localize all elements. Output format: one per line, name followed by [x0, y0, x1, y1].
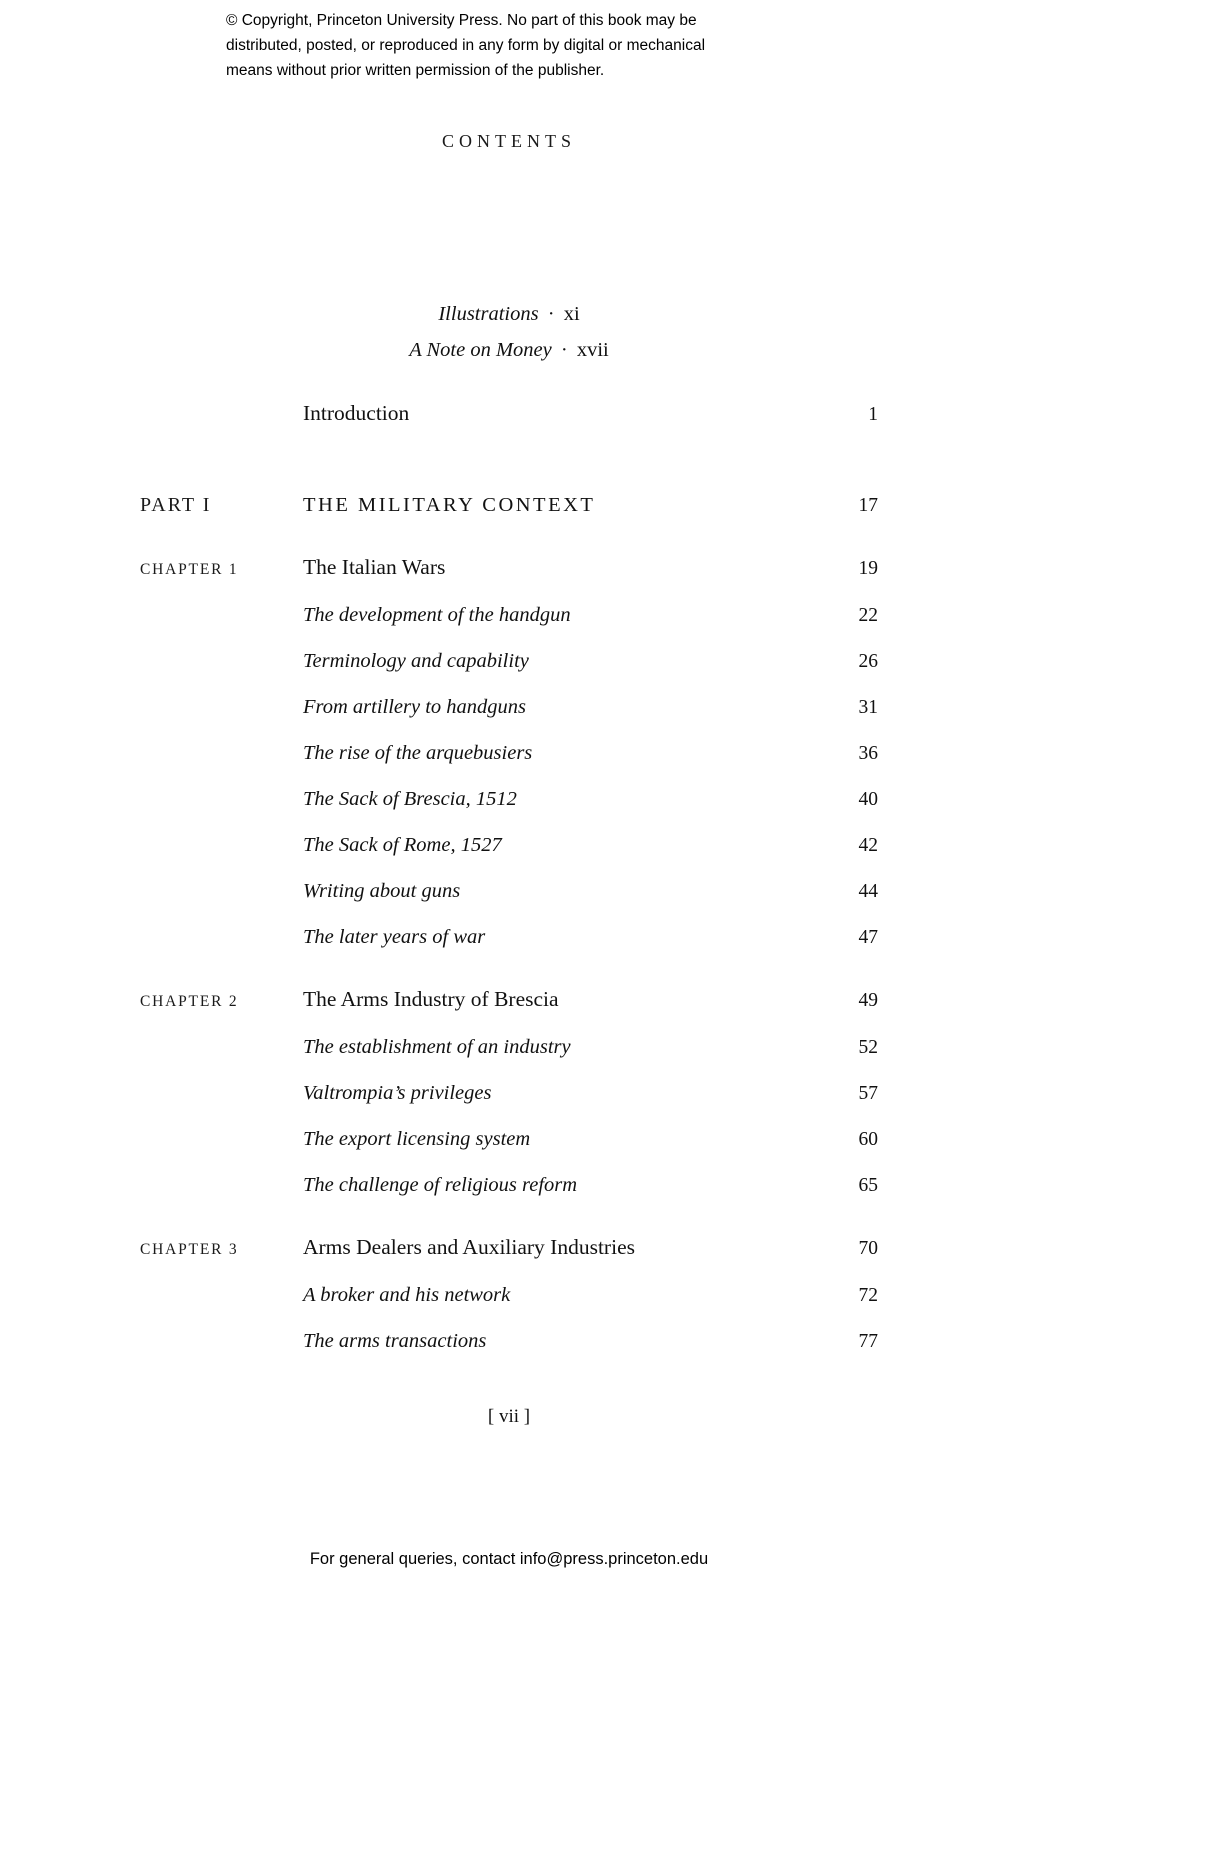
toc-row [140, 832, 878, 859]
toc-page-number: 42 [858, 835, 878, 856]
front-matter-row [140, 296, 878, 332]
toc-page-number: 47 [858, 927, 878, 948]
toc-row [140, 1282, 878, 1309]
toc-row [140, 878, 878, 905]
toc-page-number: 70 [858, 1238, 878, 1259]
toc-page-number: 1 [868, 404, 878, 425]
toc-page-number: 17 [858, 495, 878, 516]
toc-page-number: 57 [858, 1083, 878, 1104]
toc-row [140, 740, 878, 767]
toc-row [140, 554, 878, 583]
toc-page-number: 77 [858, 1331, 878, 1352]
toc-entry-title: Writing about guns [303, 880, 461, 902]
toc-row [140, 648, 878, 675]
toc-entry-title: The export licensing system [303, 1128, 531, 1150]
toc-row [140, 400, 878, 428]
toc-entry-title: From artillery to handguns [303, 696, 527, 718]
toc-page-number: 19 [858, 558, 878, 579]
toc-entry-title: THE MILITARY CONTEXT [303, 494, 596, 516]
toc-entry-title: The challenge of religious reform [303, 1174, 578, 1196]
page-folio: [ vii ] [487, 1406, 531, 1427]
toc-entry-title: Valtrompia’s privileges [303, 1082, 492, 1104]
toc-entry-title: A broker and his network [303, 1284, 511, 1306]
front-matter-title: Illustrations [438, 303, 539, 325]
toc-page-number: 60 [858, 1129, 878, 1150]
front-matter-list [140, 296, 878, 368]
toc-entry-title: The Arms Industry of Brescia [303, 987, 559, 1011]
toc-label: PART I [140, 494, 212, 516]
table-of-contents [140, 400, 878, 1355]
toc-entry-title: Arms Dealers and Auxiliary Industries [303, 1235, 635, 1259]
copyright-notice [226, 8, 705, 83]
toc-entry-title: The Italian Wars [303, 555, 446, 579]
toc-page-number: 40 [858, 789, 878, 810]
toc-row [140, 924, 878, 951]
dot-separator: · [555, 339, 573, 361]
toc-row [140, 602, 878, 629]
toc-page-number: 31 [858, 697, 878, 718]
toc-label: CHAPTER 1 [140, 561, 239, 578]
copyright-line-2: distributed, posted, or reproduced in any form by digital or mechanical [226, 37, 706, 54]
toc-entry-title: The Sack of Rome, 1527 [303, 834, 502, 856]
toc-page-number: 52 [858, 1037, 878, 1058]
toc-row [140, 1234, 878, 1263]
front-matter-row [140, 332, 878, 368]
front-matter-page-number: xvii [576, 339, 609, 361]
toc-row [140, 694, 878, 721]
toc-row [140, 1034, 878, 1061]
toc-entry-title: The Sack of Brescia, 1512 [303, 788, 517, 810]
toc-entry-title: The later years of war [303, 926, 486, 948]
toc-page-number: 65 [858, 1175, 878, 1196]
copyright-line-1: © Copyright, Princeton University Press. No part of this book may be [226, 12, 697, 29]
toc-page-number: 49 [858, 990, 878, 1011]
toc-page-number: 36 [858, 743, 878, 764]
toc-row [140, 492, 878, 519]
toc-label: CHAPTER 2 [140, 993, 239, 1010]
toc-entry-title: Introduction [303, 401, 410, 425]
front-matter-title: A Note on Money [409, 339, 552, 361]
toc-entry-title: The development of the handgun [303, 604, 571, 626]
toc-row [140, 786, 878, 813]
toc-row [140, 1126, 878, 1153]
toc-entry-title: Terminology and capability [303, 650, 529, 672]
toc-row [140, 1172, 878, 1199]
toc-label: CHAPTER 3 [140, 1241, 239, 1258]
toc-entry-title: The establishment of an industry [303, 1036, 571, 1058]
dot-separator: · [542, 303, 560, 325]
contents-heading: CONTENTS [442, 131, 576, 151]
toc-row [140, 1080, 878, 1107]
toc-page-number: 72 [858, 1285, 878, 1306]
toc-row [140, 1328, 878, 1355]
toc-entry-title: The rise of the arquebusiers [303, 742, 533, 764]
toc-page-number: 26 [858, 651, 878, 672]
front-matter-page-number: xi [563, 303, 580, 325]
toc-entry-title: The arms transactions [303, 1330, 487, 1352]
footer-query-line: For general queries, contact info@press.princeton.edu [309, 1550, 709, 1568]
toc-page-number: 44 [858, 881, 878, 902]
toc-row [140, 986, 878, 1015]
toc-page-number: 22 [858, 605, 878, 626]
copyright-line-3: means without prior written permission of the publisher. [226, 62, 605, 79]
